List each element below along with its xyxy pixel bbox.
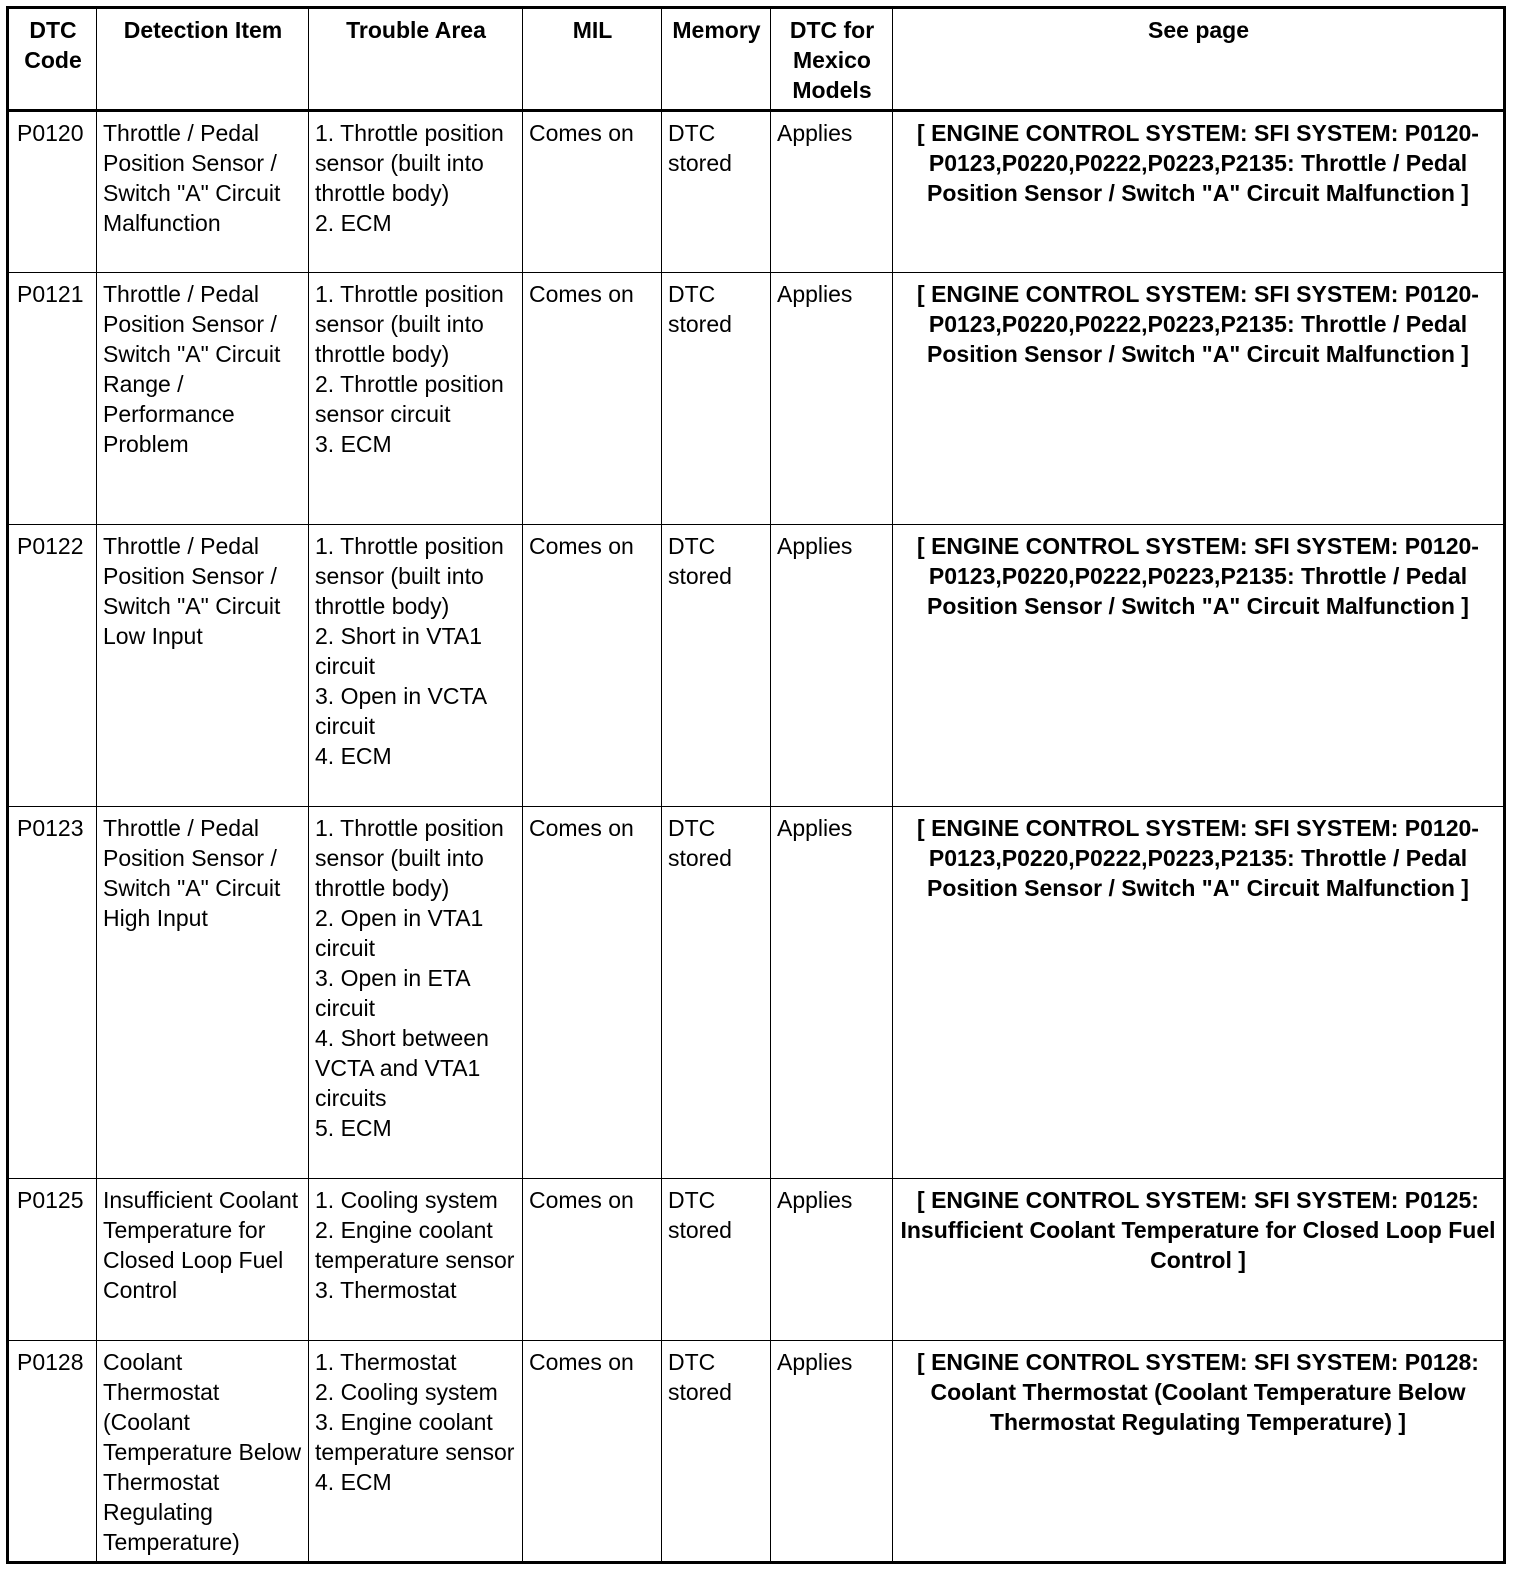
dtc-mexico-cell: Applies bbox=[771, 273, 893, 525]
see-page-link: [ ENGINE CONTROL SYSTEM: SFI SYSTEM: P0120-P0123,P0220,P0222,P0223,P2135: Throttle / Pedal Position Sensor / Switch "A" Circuit Malfunction ] bbox=[893, 273, 1505, 525]
trouble-area-item: 4. ECM bbox=[315, 743, 392, 769]
dtc-code-cell: P0122 bbox=[8, 525, 97, 807]
table-body bbox=[8, 111, 1505, 1563]
trouble-area-item: 1. Throttle position sensor (built into throttle body) bbox=[315, 281, 504, 367]
detection-item-cell: Throttle / Pedal Position Sensor / Switch "A" Circuit Range / Performance Problem bbox=[97, 273, 309, 525]
trouble-area-item: 3. Thermostat bbox=[315, 1277, 457, 1303]
mil-cell: Comes on bbox=[523, 1179, 662, 1341]
trouble-area-item: 3. ECM bbox=[315, 431, 392, 457]
trouble-area-cell bbox=[309, 525, 523, 807]
header-mil: MIL bbox=[523, 8, 662, 111]
trouble-area-cell bbox=[309, 807, 523, 1179]
dtc-code-cell: P0128 bbox=[8, 1341, 97, 1563]
memory-cell: DTC stored bbox=[662, 1341, 771, 1563]
trouble-area-item: 2. ECM bbox=[315, 210, 392, 236]
mil-cell: Comes on bbox=[523, 273, 662, 525]
memory-cell: DTC stored bbox=[662, 1179, 771, 1341]
detection-item-cell: Coolant Thermostat (Coolant Temperature Below Thermostat Regulating Temperature) bbox=[97, 1341, 309, 1563]
see-page-link: [ ENGINE CONTROL SYSTEM: SFI SYSTEM: P0120-P0123,P0220,P0222,P0223,P2135: Throttle / Pedal Position Sensor / Switch "A" Circuit Malfunction ] bbox=[893, 111, 1505, 273]
mil-cell: Comes on bbox=[523, 1341, 662, 1563]
dtc-code-cell: P0120 bbox=[8, 111, 97, 273]
table-row bbox=[8, 525, 1505, 807]
trouble-area-item: 5. ECM bbox=[315, 1115, 392, 1141]
detection-item-cell: Throttle / Pedal Position Sensor / Switch "A" Circuit Low Input bbox=[97, 525, 309, 807]
dtc-code-cell: P0125 bbox=[8, 1179, 97, 1341]
trouble-area-item: 2. Engine coolant temperature sensor bbox=[315, 1217, 515, 1273]
trouble-area-cell bbox=[309, 273, 523, 525]
header-row bbox=[8, 8, 1505, 111]
header-dtc-mexico: DTC for Mexico Models bbox=[771, 8, 893, 111]
trouble-area-item: 1. Throttle position sensor (built into throttle body) bbox=[315, 533, 504, 619]
see-page-link: [ ENGINE CONTROL SYSTEM: SFI SYSTEM: P0125: Insufficient Coolant Temperature for Closed Loop Fuel Control ] bbox=[893, 1179, 1505, 1341]
table-row bbox=[8, 1341, 1505, 1563]
trouble-area-item: 1. Cooling system bbox=[315, 1187, 498, 1213]
detection-item-cell: Throttle / Pedal Position Sensor / Switch "A" Circuit Malfunction bbox=[97, 111, 309, 273]
mil-cell: Comes on bbox=[523, 807, 662, 1179]
dtc-code-cell: P0121 bbox=[8, 273, 97, 525]
see-page-link: [ ENGINE CONTROL SYSTEM: SFI SYSTEM: P0128: Coolant Thermostat (Coolant Temperature Below Thermostat Regulating Temperature) ] bbox=[893, 1341, 1505, 1563]
memory-cell: DTC stored bbox=[662, 111, 771, 273]
memory-cell: DTC stored bbox=[662, 273, 771, 525]
header-detection-item: Detection Item bbox=[97, 8, 309, 111]
memory-cell: DTC stored bbox=[662, 807, 771, 1179]
header-dtc-code: DTC Code bbox=[8, 8, 97, 111]
mil-cell: Comes on bbox=[523, 111, 662, 273]
table-header bbox=[8, 8, 1505, 111]
trouble-area-item: 1. Throttle position sensor (built into throttle body) bbox=[315, 120, 504, 206]
trouble-area-item: 1. Thermostat bbox=[315, 1349, 457, 1375]
dtc-code-cell: P0123 bbox=[8, 807, 97, 1179]
mil-cell: Comes on bbox=[523, 525, 662, 807]
see-page-link: [ ENGINE CONTROL SYSTEM: SFI SYSTEM: P0120-P0123,P0220,P0222,P0223,P2135: Throttle / Pedal Position Sensor / Switch "A" Circuit Malfunction ] bbox=[893, 807, 1505, 1179]
dtc-mexico-cell: Applies bbox=[771, 1341, 893, 1563]
trouble-area-item: 4. ECM bbox=[315, 1469, 392, 1495]
trouble-area-item: 3. Open in VCTA circuit bbox=[315, 683, 486, 739]
trouble-area-cell bbox=[309, 111, 523, 273]
table-row bbox=[8, 273, 1505, 525]
dtc-mexico-cell: Applies bbox=[771, 807, 893, 1179]
header-see-page: See page bbox=[893, 8, 1505, 111]
see-page-link: [ ENGINE CONTROL SYSTEM: SFI SYSTEM: P0120-P0123,P0220,P0222,P0223,P2135: Throttle / Pedal Position Sensor / Switch "A" Circuit Malfunction ] bbox=[893, 525, 1505, 807]
trouble-area-item: 3. Open in ETA circuit bbox=[315, 965, 470, 1021]
header-memory: Memory bbox=[662, 8, 771, 111]
trouble-area-item: 2. Open in VTA1 circuit bbox=[315, 905, 484, 961]
trouble-area-cell bbox=[309, 1179, 523, 1341]
dtc-mexico-cell: Applies bbox=[771, 525, 893, 807]
table-row bbox=[8, 1179, 1505, 1341]
trouble-area-item: 2. Throttle position sensor circuit bbox=[315, 371, 504, 427]
dtc-mexico-cell: Applies bbox=[771, 111, 893, 273]
header-trouble-area: Trouble Area bbox=[309, 8, 523, 111]
trouble-area-item: 2. Cooling system bbox=[315, 1379, 498, 1405]
dtc-mexico-cell: Applies bbox=[771, 1179, 893, 1341]
table-row bbox=[8, 111, 1505, 273]
table-row bbox=[8, 807, 1505, 1179]
trouble-area-item: 3. Engine coolant temperature sensor bbox=[315, 1409, 515, 1465]
memory-cell: DTC stored bbox=[662, 525, 771, 807]
trouble-area-item: 4. Short between VCTA and VTA1 circuits bbox=[315, 1025, 489, 1111]
detection-item-cell: Throttle / Pedal Position Sensor / Switch "A" Circuit High Input bbox=[97, 807, 309, 1179]
trouble-area-item: 1. Throttle position sensor (built into throttle body) bbox=[315, 815, 504, 901]
dtc-table bbox=[6, 6, 1506, 1564]
trouble-area-item: 2. Short in VTA1 circuit bbox=[315, 623, 483, 679]
detection-item-cell: Insufficient Coolant Temperature for Closed Loop Fuel Control bbox=[97, 1179, 309, 1341]
trouble-area-cell bbox=[309, 1341, 523, 1563]
